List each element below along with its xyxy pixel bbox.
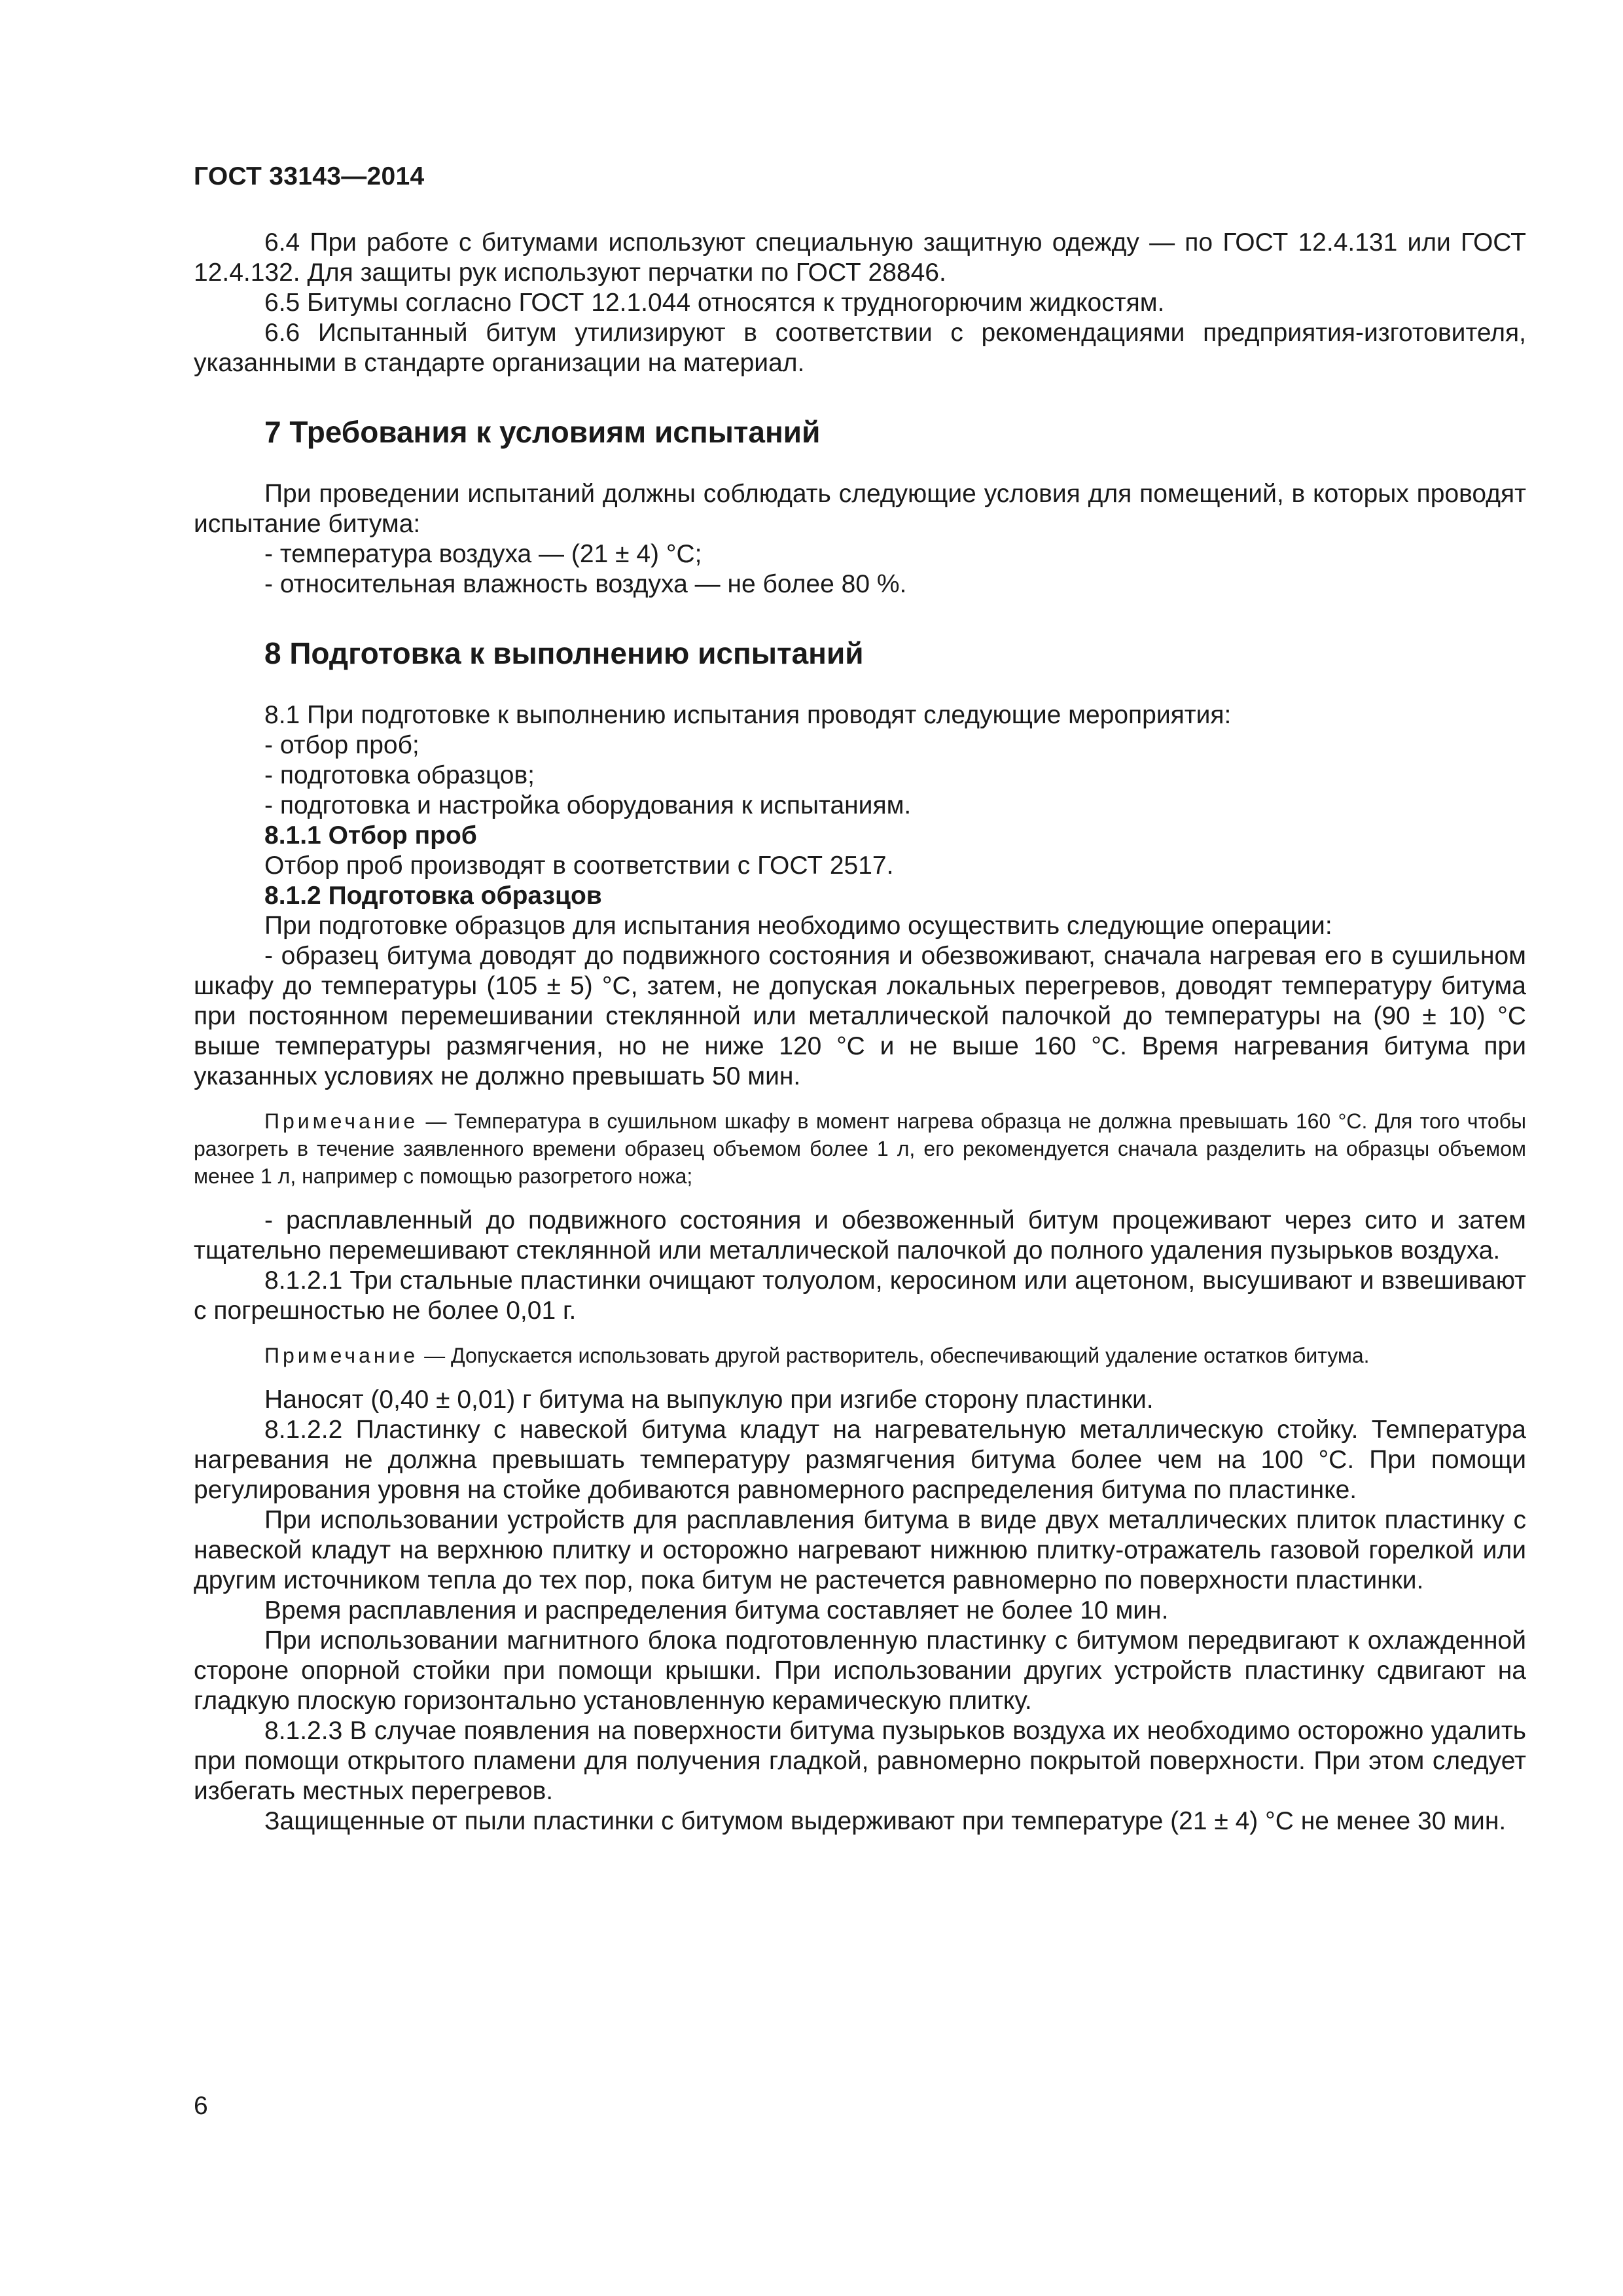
- page-body: [194, 228, 1526, 1837]
- clause-6-6: 6.6 Испытанный битум утилизируют в соответствии с рекомендациями предприятия-изготовителя, указанными в стандарте организации на материал.: [194, 319, 1526, 377]
- note-2-label: Примечание: [264, 1344, 419, 1367]
- note-1-label: Примечание: [264, 1109, 419, 1133]
- page-number: 6: [194, 2092, 208, 2120]
- paragraph-magnet-block: При использовании магнитного блока подготовленную пластинку с битумом передвигают к охлажденной стороне опорной стойки при помощи крышки. При использовании других устройств пластинку сдвигают на гладкую плоскую горизонтально установленную керамическую плитку.: [194, 1626, 1526, 1715]
- measure-sampling: - отбор проб;: [264, 731, 419, 759]
- section-8-heading: 8 Подготовка к выполнению испытаний: [264, 636, 864, 670]
- operation-strain: - расплавленный до подвижного состояния и обезвоженный битум процеживают через сито и затем тщательно перемешивают стеклянной или металлической палочкой до полного удаления пузырьков воздуха.: [194, 1206, 1526, 1265]
- measure-equipment-setup: - подготовка и настройка оборудования к испытаниям.: [264, 791, 912, 819]
- clause-8-1-2-2: 8.1.2.2 Пластинку с навеской битума кладут на нагревательную металлическую стойку. Температура нагревания не должна превышать температуру размягчения битума более чем на 100 °С. При помощи регулирования уровня на стойке добиваются равномерного распределения битума по пластинке.: [194, 1416, 1526, 1504]
- document-code-header: ГОСТ 33143—2014: [194, 162, 425, 190]
- condition-humidity: - относительная влажность воздуха — не более 80 %.: [264, 570, 907, 598]
- apply-bitumen: Наносят (0,40 ± 0,01) г битума на выпуклую при изгибе сторону пластинки.: [264, 1386, 1154, 1414]
- clause-8-1-2-3: 8.1.2.3 В случае появления на поверхности битума пузырьков воздуха их необходимо осторожно удалить при помощи открытого пламени для получения гладкой, равномерно покрытой поверхности. При этом следует избегать местных перегревов.: [194, 1717, 1526, 1805]
- note-1: [194, 1107, 1526, 1190]
- paragraph-melt-time: Время расплавления и распределения битума составляет не более 10 мин.: [264, 1596, 1169, 1624]
- paragraph-dust-protection: Защищенные от пыли пластинки с битумом выдерживают при температуре (21 ± 4) °С не менее 30 мин.: [264, 1807, 1507, 1835]
- clause-6-4: 6.4 При работе с битумами используют специальную защитную одежду — по ГОСТ 12.4.131 или ГОСТ 12.4.132. Для защиты рук используют перчатки по ГОСТ 28846.: [194, 228, 1526, 287]
- condition-temperature: - температура воздуха — (21 ± 4) °С;: [264, 540, 702, 568]
- clause-8-1-2-1: 8.1.2.1 Три стальные пластинки очищают толуолом, керосином или ацетоном, высушивают и взвешивают с погрешностью не более 0,01 г.: [194, 1266, 1526, 1325]
- clause-8-1-2-intro: При подготовке образцов для испытания необходимо осуществить следующие операции:: [264, 912, 1332, 940]
- clause-8-1-1: Отбор проб производят в соответствии с ГОСТ 2517.: [264, 852, 894, 880]
- section-7-heading: 7 Требования к условиям испытаний: [264, 415, 821, 449]
- subsection-8-1-1-heading: 8.1.1 Отбор проб: [264, 821, 477, 850]
- note-2: [194, 1342, 1526, 1369]
- clause-8-1: 8.1 При подготовке к выполнению испытания проводят следующие мероприятия:: [264, 701, 1232, 729]
- note-1-text: — Температура в сушильном шкафу в момент нагрева образца не должна превышать 160 °С. Для того чтобы разогреть в течение заявленного времени образец объемом более 1 л, его рекомендуется сначала разделить на образцы объемом менее 1 л, например с помощью разогретого ножа;: [194, 1109, 1526, 1188]
- measure-specimen-prep: - подготовка образцов;: [264, 761, 535, 789]
- subsection-8-1-2-heading: 8.1.2 Подготовка образцов: [264, 882, 602, 910]
- operation-dewater: - образец битума доводят до подвижного состояния и обезвоживают, сначала нагревая его в сушильном шкафу до температуры (105 ± 5) °С, затем, не допуская локальных перегревов, доводят температуру битума при постоянном перемешивании стеклянной или металлической палочкой до температуры на (90 ± 10) °С выше температуры размягчения, но не ниже 120 °С и не выше 160 °С. Время нагревания битума при указанных условиях не должно превышать 50 мин.: [194, 942, 1526, 1090]
- note-2-text: — Допускается использовать другой растворитель, обеспечивающий удаление остатков битума.: [418, 1344, 1370, 1367]
- clause-6-5: 6.5 Битумы согласно ГОСТ 12.1.044 относятся к трудногорючим жидкостям.: [264, 289, 1165, 317]
- paragraph-devices: При использовании устройств для расплавления битума в виде двух металлических плиток пластинку с навеской кладут на верхнюю плитку и осторожно нагревают нижнюю плитку-отражатель газовой горелкой или другим источником тепла до тех пор, пока битум не растечется равномерно по поверхности пластинки.: [194, 1506, 1526, 1594]
- section-7-intro: При проведении испытаний должны соблюдать следующие условия для помещений, в которых проводят испытание битума:: [194, 480, 1526, 538]
